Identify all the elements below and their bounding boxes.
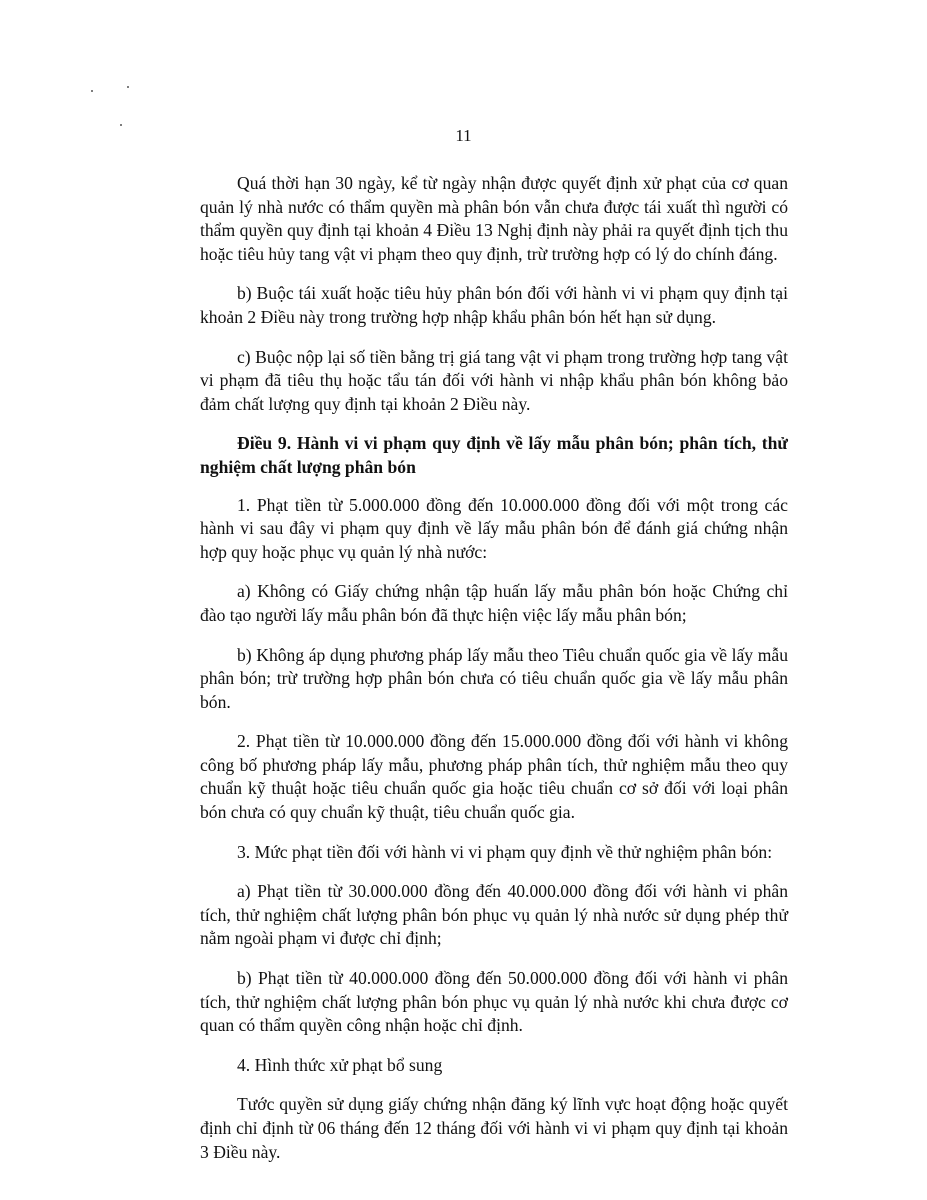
paragraph-clause-3b: b) Phạt tiền từ 40.000.000 đồng đến 50.000.000 đồng đối với hành vi phân tích, thử nghiệm chất lượng phân bón phục vụ quản lý nhà nước khi chưa được cơ quan có thẩm quyền công nhận hoặc chỉ định. — [200, 968, 788, 1036]
paragraph-item-c-payment: c) Buộc nộp lại số tiền bằng trị giá tang vật vi phạm trong trường hợp tang vật vi phạm đã tiêu thụ hoặc tẩu tán đối với hành vi nhập khẩu phân bón không bảo đảm chất lượng quy định tại khoản 2 Điều này. — [200, 346, 788, 414]
paragraph-clause-3a: a) Phạt tiền từ 30.000.000 đồng đến 40.000.000 đồng đối với hành vi phân tích, thử nghiệm chất lượng phân bón phục vụ quản lý nhà nước sử dụng phép thử nằm ngoài phạm vi được chỉ định; — [200, 881, 788, 949]
paragraph-clause-4-text: Tước quyền sử dụng giấy chứng nhận đăng ký lĩnh vực hoạt động hoặc quyết định chỉ định từ 06 tháng đến 12 tháng đối với hành vi vi phạm quy định tại khoản 3 Điều này. — [200, 1094, 788, 1162]
paragraph-clause-4: 4. Hình thức xử phạt bổ sung — [237, 1054, 443, 1075]
document-body — [200, 172, 788, 1180]
paragraph-clause-2: 2. Phạt tiền từ 10.000.000 đồng đến 15.000.000 đồng đối với hành vi không công bố phương pháp lấy mẫu, phương pháp phân tích, thử nghiệm mẫu theo quy chuẩn kỹ thuật hoặc tiêu chuẩn quốc gia hoặc tiêu chuẩn cơ sở đối với loại phân bón chưa có quy chuẩn kỹ thuật, tiêu chuẩn quốc gia. — [200, 731, 788, 823]
paragraph-clause-1a: a) Không có Giấy chứng nhận tập huấn lấy mẫu phân bón hoặc Chứng chỉ đào tạo người lấy mẫu phân bón đã thực hiện việc lấy mẫu phân bón; — [200, 581, 788, 625]
paragraph-clause-1b: b) Không áp dụng phương pháp lấy mẫu theo Tiêu chuẩn quốc gia về lấy mẫu phân bón; trừ trường hợp phân bón chưa có tiêu chuẩn quốc gia về lấy mẫu phân bón. — [200, 644, 788, 712]
article-9-heading: Điều 9. Hành vi vi phạm quy định về lấy mẫu phân bón; phân tích, thử nghiệm chất lượng phân bón — [200, 433, 788, 477]
scan-speck — [91, 90, 93, 92]
paragraph-clause-3: 3. Mức phạt tiền đối với hành vi vi phạm quy định về thử nghiệm phân bón: — [237, 841, 773, 862]
paragraph-overdue-30-days: Quá thời hạn 30 ngày, kể từ ngày nhận được quyết định xử phạt của cơ quan quản lý nhà nước có thẩm quyền mà phân bón vẫn chưa được tái xuất thì người có thẩm quyền quy định tại khoản 4 Điều 13 Nghị định này phải ra quyết định tịch thu hoặc tiêu hủy tang vật vi phạm theo quy định, trừ trường hợp có lý do chính đáng. — [200, 173, 788, 264]
scan-speck — [127, 86, 129, 88]
paragraph-item-b-reexport: b) Buộc tái xuất hoặc tiêu hủy phân bón đối với hành vi vi phạm quy định tại khoản 2 Điều này trong trường hợp nhập khẩu phân bón hết hạn sử dụng. — [200, 283, 788, 327]
paragraph-clause-1: 1. Phạt tiền từ 5.000.000 đồng đến 10.000.000 đồng đối với một trong các hành vi sau đây vi phạm quy định về lấy mẫu phân bón để đánh giá chứng nhận hợp quy hoặc phục vụ quản lý nhà nước: — [200, 494, 788, 562]
page-number: 11 — [455, 126, 472, 145]
